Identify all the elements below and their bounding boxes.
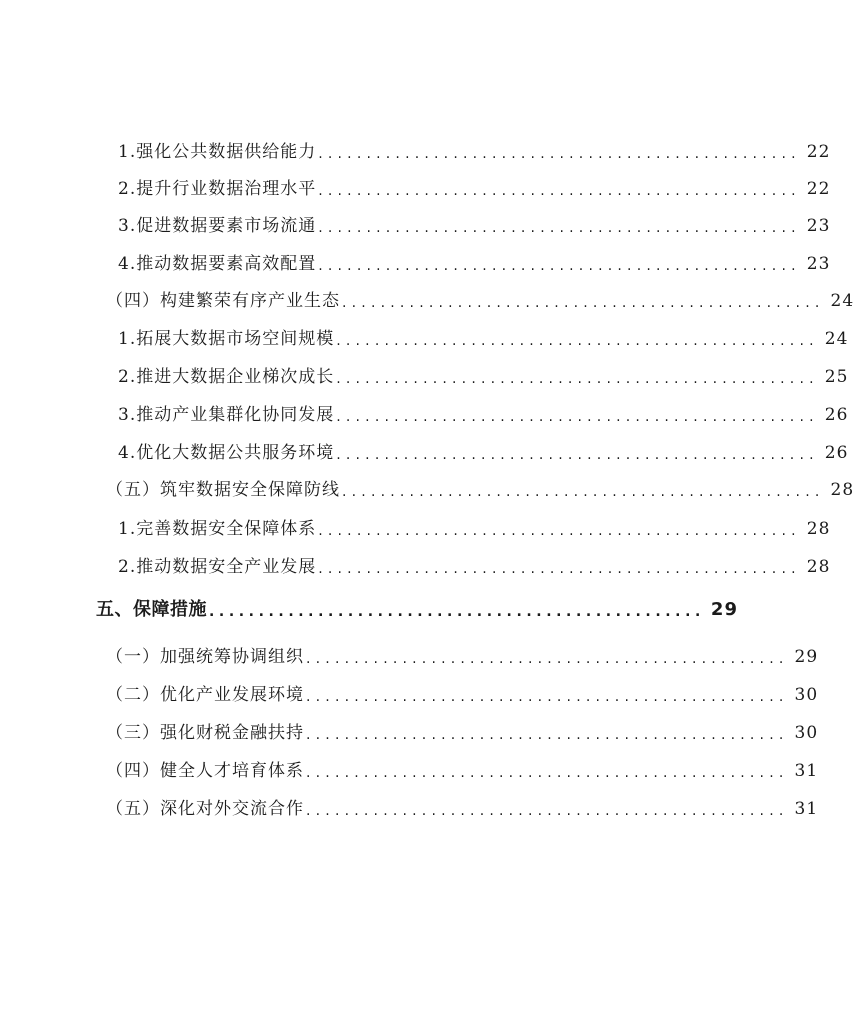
dot-leader: .................................................. xyxy=(318,220,801,236)
toc-entry-title: 4.推动数据要素高效配置 xyxy=(118,254,317,274)
dot-leader: .................................................. xyxy=(336,333,819,349)
toc-section-entry[interactable] xyxy=(106,644,819,670)
dot-leader: .................................................. xyxy=(336,371,819,387)
toc-entry-title: 1.拓展大数据市场空间规模 xyxy=(118,329,335,349)
dot-leader: .................................................. xyxy=(318,258,801,274)
dot-leader: .................................................. xyxy=(318,146,801,162)
toc-entry-title: （二）优化产业发展环境 xyxy=(106,685,304,705)
toc-entry-title: 1.强化公共数据供给能力 xyxy=(118,142,317,162)
toc-page-number: 24 xyxy=(830,291,854,311)
toc-entry-title: （三）强化财税金融扶持 xyxy=(106,723,304,743)
toc-entry[interactable] xyxy=(118,554,831,580)
toc-entry-title: 2.推动数据安全产业发展 xyxy=(118,557,317,577)
toc-page-number: 30 xyxy=(794,723,819,743)
toc-entry[interactable] xyxy=(118,213,831,239)
toc-page-number: 28 xyxy=(806,557,831,577)
toc-section-entry[interactable] xyxy=(106,758,819,784)
toc-page-number: 31 xyxy=(794,761,819,781)
toc-entry-title: （一）加强统筹协调组织 xyxy=(106,647,304,667)
dot-leader: .................................................. xyxy=(306,765,789,781)
toc-entry-title: （五）深化对外交流合作 xyxy=(106,799,304,819)
toc-entry-title: （五）筑牢数据安全保障防线 xyxy=(106,480,340,500)
toc-entry[interactable] xyxy=(118,139,831,165)
toc-entry-title: 4.优化大数据公共服务环境 xyxy=(118,443,335,463)
toc-section-entry[interactable] xyxy=(106,477,854,503)
toc-page-number: 26 xyxy=(824,443,849,463)
dot-leader: .................................................. xyxy=(306,727,789,743)
toc-section-entry[interactable] xyxy=(106,720,819,746)
dot-leader: .................................................. xyxy=(336,409,819,425)
toc-section-entry[interactable] xyxy=(106,796,819,822)
toc-page-number: 28 xyxy=(830,480,854,500)
toc-page-number: 29 xyxy=(794,647,819,667)
dot-leader: .................................................. xyxy=(336,447,819,463)
dot-leader: .................................................. xyxy=(318,523,801,539)
toc-entry-title: 2.推进大数据企业梯次成长 xyxy=(118,367,335,387)
dot-leader: .................................................. xyxy=(342,295,825,311)
dot-leader: .................................................. xyxy=(318,561,801,577)
toc-chapter-title: 五、保障措施 xyxy=(96,599,207,620)
toc-page-number: 23 xyxy=(806,254,831,274)
toc-page-number: 22 xyxy=(806,179,831,199)
toc-entry-title: 1.完善数据安全保障体系 xyxy=(118,519,317,539)
toc-entry[interactable] xyxy=(118,251,831,277)
toc-entry-title: （四）健全人才培育体系 xyxy=(106,761,304,781)
toc-entry-title: 3.促进数据要素市场流通 xyxy=(118,216,317,236)
toc-page-number: 26 xyxy=(824,405,849,425)
toc-page-number: 31 xyxy=(794,799,819,819)
toc-entry-title: 3.推动产业集群化协同发展 xyxy=(118,405,335,425)
toc-entry[interactable] xyxy=(118,402,849,428)
dot-leader: .................................................. xyxy=(318,183,801,199)
toc-entry[interactable] xyxy=(118,440,849,466)
toc-section-entry[interactable] xyxy=(106,682,819,708)
toc-page-number: 23 xyxy=(806,216,831,236)
toc-chapter-entry[interactable] xyxy=(96,597,738,623)
toc-entry[interactable] xyxy=(118,326,849,352)
toc-page-number: 24 xyxy=(824,329,849,349)
toc-entry[interactable] xyxy=(118,364,849,390)
toc-page-number: 30 xyxy=(794,685,819,705)
toc-section-entry[interactable] xyxy=(106,288,854,314)
toc-entry-title: （四）构建繁荣有序产业生态 xyxy=(106,291,340,311)
toc-page-number: 25 xyxy=(824,367,849,387)
dot-leader: .................................................. xyxy=(306,689,789,705)
dot-leader: .................................................. xyxy=(209,604,705,620)
toc-entry-title: 2.提升行业数据治理水平 xyxy=(118,179,317,199)
dot-leader: .................................................. xyxy=(342,484,825,500)
dot-leader: .................................................. xyxy=(306,651,789,667)
toc-page-number: 29 xyxy=(710,599,738,620)
toc-page-number: 22 xyxy=(806,142,831,162)
toc-entry[interactable] xyxy=(118,176,831,202)
dot-leader: .................................................. xyxy=(306,803,789,819)
toc-entry[interactable] xyxy=(118,516,831,542)
toc-page-number: 28 xyxy=(806,519,831,539)
